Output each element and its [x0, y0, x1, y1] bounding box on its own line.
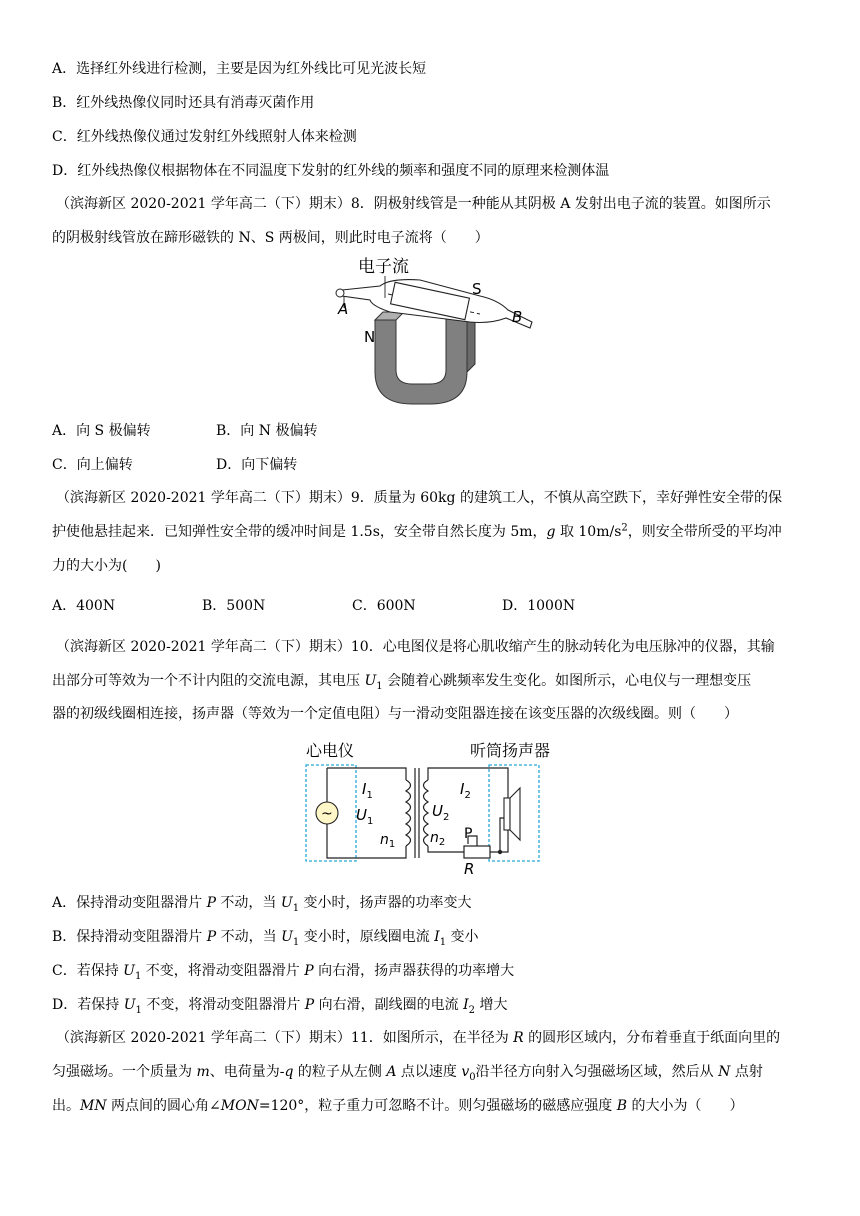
q9-stem-line2: 护使他悬挂起来．已知弹性安全带的缓冲时间是 1.5s，安全带自然长度为 5m，g 取 $10m/s^2$，则安全带所受的平均冲	[52, 522, 782, 540]
label-slider-p: P	[464, 826, 473, 842]
rheostat-r	[464, 846, 490, 858]
q9-option-c: C．600N	[352, 598, 416, 614]
cathode-ray-tube-figure	[330, 252, 540, 412]
svg-text:n2: $n_2$	[430, 830, 446, 848]
q10-stem-line2: 出部分可等效为一个不计内阻的交流电源，其电压 $U_1$ 会随着心跳频率发生变化。如图所示，心电仪与一理想变压	[52, 673, 752, 692]
label-pole-n: N	[364, 328, 376, 346]
q11-stem-line2: 匀强磁场。一个质量为 m、电荷量为-q 的粒子从左侧 A 点以速度 $v_0$沿半径方向射入匀强磁场区域，然后从 N 点射	[52, 1064, 763, 1083]
q8-stem-line2: 的阴极射线管放在蹄形磁铁的 N、S 两极间，则此时电子流将（ ）	[52, 230, 489, 246]
q10-option-a: A．保持滑动变阻器滑片 P 不动，当 $U_1$ 变小时，扬声器的功率变大	[52, 895, 472, 914]
q10-option-d: D．若保持 $U_1$ 不变，将滑动变阻器滑片 P 向右滑，副线圈的电流 $I_2$ 增大	[52, 997, 508, 1016]
q9-option-b: B．500N	[202, 598, 266, 614]
q7-option-a: A．选择红外线进行检测，主要是因为红外线比可见光波长短	[52, 61, 427, 77]
q7-option-c: C．红外线热像仪通过发射红外线照射人体来检测	[52, 129, 357, 145]
svg-text:I2: $I_2$	[460, 780, 471, 801]
label-anode-b: B	[512, 308, 523, 326]
q8-option-a: A．向 S 极偏转	[52, 423, 151, 439]
q10-option-b: B．保持滑动变阻器滑片 P 不动，当 $U_1$ 变小时，原线圈电流 $I_1$ 变小	[52, 929, 479, 948]
q8-option-c: C．向上偏转	[52, 457, 133, 473]
q11-stem-line1: （滨海新区 2020-2021 学年高二（下）期末）11．如图所示，在半径为 R 的圆形区域内，分布着垂直于纸面向里的	[56, 1030, 781, 1046]
label-ecg: 心电仪	[306, 741, 355, 760]
label-speaker-title: 听筒扬声器	[470, 741, 550, 760]
q8-option-d: D．向下偏转	[216, 457, 298, 473]
q8-stem-line1: （滨海新区 2020-2021 学年高二（下）期末）8．阴极射线管是一种能从其阴极 A 发射出电子流的装置。如图所示	[56, 196, 771, 212]
svg-text:~: ~	[321, 806, 333, 822]
svg-text:I1: $I_1$	[362, 780, 373, 801]
transformer-circuit-figure	[300, 738, 550, 878]
primary-circuit	[327, 768, 411, 858]
q11-stem-line3: 出。MN 两点间的圆心角∠MON=120°，粒子重力可忽略不计。则匀强磁场的磁感应强度 B 的大小为（ ）	[52, 1098, 744, 1114]
speaker-icon	[504, 788, 520, 840]
q10-stem-line1: （滨海新区 2020-2021 学年高二（下）期末）10．心电图仪是将心肌收缩产生的脉动转化为电压脉冲的仪器，其输	[56, 639, 775, 655]
tube-body	[336, 280, 532, 328]
q7-option-b: B．红外线热像仪同时还具有消毒灭菌作用	[52, 95, 315, 111]
q10-stem-line3: 器的初级线圈相连接，扬声器（等效为一个定值电阻）与一滑动变阻器连接在该变压器的次级线圈。则（ ）	[52, 706, 738, 722]
q10-option-c: C．若保持 $U_1$ 不变，将滑动变阻器滑片 P 向右滑，扬声器获得的功率增大	[52, 963, 515, 982]
q9-option-d: D．1000N	[502, 598, 576, 614]
svg-text:U1: $U_1$	[356, 806, 374, 827]
label-pole-s: S	[472, 280, 482, 298]
label-rheostat-r: R	[464, 860, 475, 878]
q9-option-a: A．400N	[52, 598, 116, 614]
svg-text:n1: $n_1$	[380, 832, 396, 850]
q8-option-b: B．向 N 极偏转	[216, 423, 318, 439]
q7-option-d: D．红外线热像仪根据物体在不同温度下发射的红外线的频率和强度不同的原理来检测体温	[52, 163, 610, 179]
label-electron-beam: 电子流	[358, 257, 409, 277]
q9-stem-line3: 力的大小为( )	[52, 558, 161, 574]
svg-text:U2: $U_2$	[432, 802, 450, 823]
label-cathode-a: A	[338, 300, 349, 318]
q9-stem-line1: （滨海新区 2020-2021 学年高二（下）期末）9．质量为 60kg 的建筑工人，不慎从高空跌下，幸好弹性安全带的保	[56, 490, 782, 506]
